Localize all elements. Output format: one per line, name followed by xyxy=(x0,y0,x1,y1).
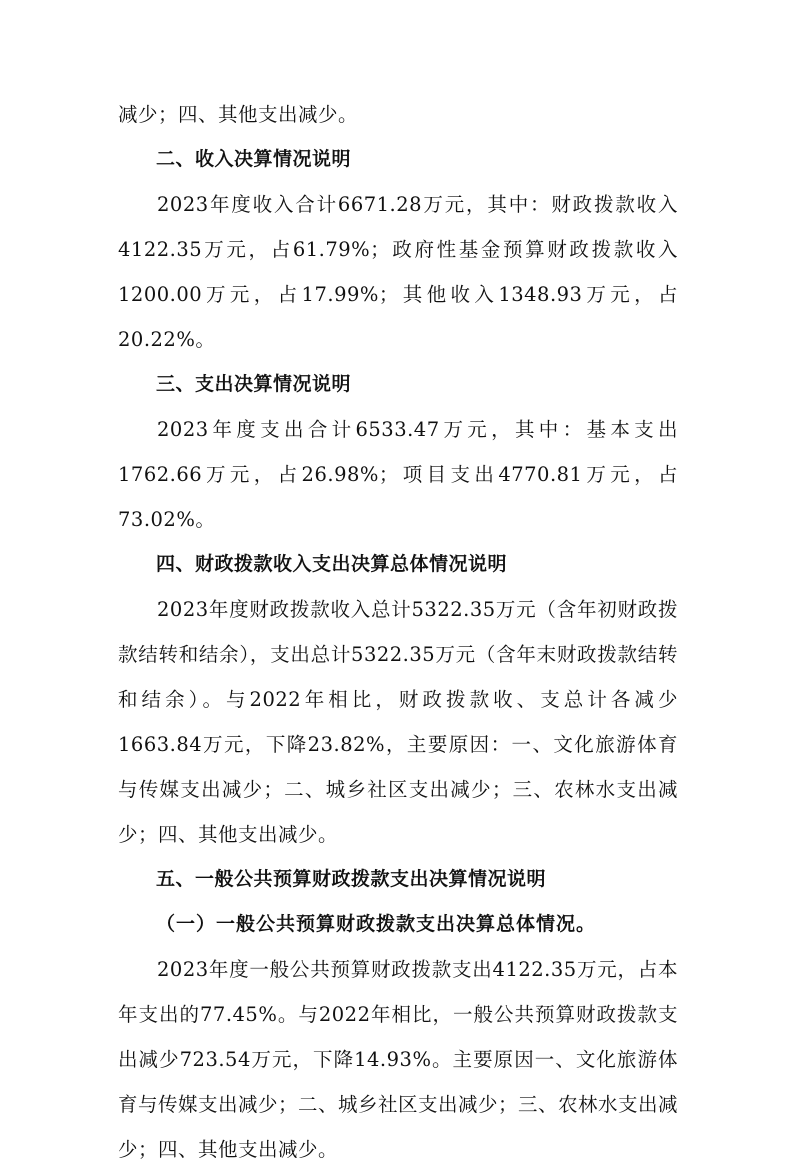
carryover-paragraph: 减少；四、其他支出减少。 xyxy=(118,103,359,126)
section-heading-general-budget: 五、一般公共预算财政拨款支出决算情况说明 xyxy=(156,868,547,890)
subheading-general-budget-overall: （一）一般公共预算财政拨款支出决算总体情况。 xyxy=(156,913,597,935)
general-budget-paragraph: 2023年度一般公共预算财政拨款支出4122.35万元，占本年支出的77.45%。与2022年相比，一般公共预算财政拨款支出减少723.54万元，下降14.93%。主要原因一、文化旅游体育与传媒支出减少；二、城乡社区支出减少；三、农林水支出减少；四、其他支出减少。 xyxy=(118,958,679,1161)
fiscal-allocation-paragraph: 2023年度财政拨款收入总计5322.35万元（含年初财政拨款结转和结余），支出总计5322.35万元（含年末财政拨款结转和结余）。与2022年相比，财政拨款收、支总计各减少1663.84万元，下降23.82%，主要原因：一、文化旅游体育与传媒支出减少；二、城乡社区支出减少；三、农林水支出减少；四、其他支出减少。 xyxy=(118,598,678,846)
section-heading-income: 二、收入决算情况说明 xyxy=(156,148,352,170)
expenditure-paragraph: 2023年度支出合计6533.47万元，其中：基本支出1762.66万元，占26.98%；项目支出4770.81万元，占73.02%。 xyxy=(118,418,678,531)
section-heading-fiscal-allocation: 四、财政拨款收入支出决算总体情况说明 xyxy=(156,553,508,575)
document-page xyxy=(118,92,678,1172)
section-heading-expenditure: 三、支出决算情况说明 xyxy=(156,373,352,395)
income-paragraph: 2023年度收入合计6671.28万元，其中：财政拨款收入4122.35万元，占61.79%；政府性基金预算财政拨款收入1200.00万元，占17.99%；其他收入1348.93万元，占20.22%。 xyxy=(118,193,678,351)
